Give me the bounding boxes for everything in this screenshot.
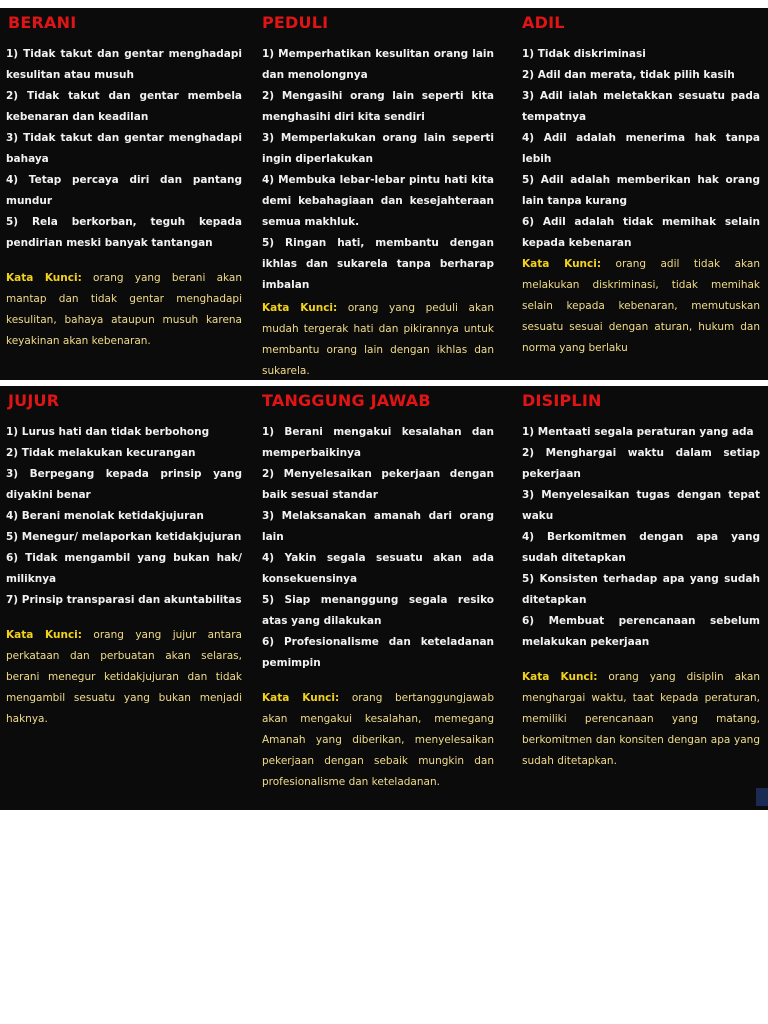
section-peduli [262,8,494,380]
keyword-text: orang yang jujur antara perkataan dan perbuatan akan selaras, berani menegur ketidakjujuran dan tidak mengambil sesuatu yang bukan menjadi haknya. [6,629,242,725]
section-title: BERANI [8,13,77,32]
list-item: 1) Memperhatikan kesulitan orang lain dan menolongnya [262,48,494,81]
keyword-text: orang yang peduli akan mudah tergerak hati dan pikirannya untuk membantu orang lain dengan ikhlas dan sukarela. [262,302,494,377]
list-item: 5) Konsisten terhadap apa yang sudah ditetapkan [522,573,760,606]
values-panel-bottom [0,386,768,810]
keyword-paragraph [262,688,494,793]
keyword-label: Kata Kunci: [522,671,598,683]
item-list [262,422,494,674]
list-item: 2) Menyelesaikan pekerjaan dengan baik sesuai standar [262,468,494,501]
list-item: 4) Membuka lebar-lebar pintu hati kita demi kebahagiaan dan kesejahteraan semua makhluk. [262,174,494,228]
corner-mark [756,788,768,806]
list-item: 2) Tidak takut dan gentar membela kebenaran dan keadilan [6,90,242,123]
keyword-label: Kata Kunci: [522,258,602,270]
item-list [6,422,242,611]
section-berani [6,8,242,380]
section-jujur [6,386,242,810]
list-item: 3) Memperlakukan orang lain seperti ingin diperlakukan [262,132,494,165]
keyword-paragraph [6,625,242,730]
list-item: 5) Rela berkorban, teguh kepada pendirian meski banyak tantangan [6,216,242,249]
section-title: JUJUR [8,391,60,410]
list-item: 2) Menghargai waktu dalam setiap pekerjaan [522,447,760,480]
list-item: 4) Berkomitmen dengan apa yang sudah ditetapkan [522,531,760,564]
list-item: 3) Adil ialah meletakkan sesuatu pada tempatnya [522,90,760,123]
list-item: 5) Menegur/ melaporkan ketidakjujuran [6,531,242,543]
list-item: 1) Tidak diskriminasi [522,48,646,60]
list-item: 5) Ringan hati, membantu dengan ikhlas dan sukarela tanpa berharap imbalan [262,237,494,291]
list-item: 6) Tidak mengambil yang bukan hak/ miliknya [6,552,242,585]
list-item: 1) Tidak takut dan gentar menghadapi kesulitan atau musuh [6,48,242,81]
list-item: 4) Adil adalah menerima hak tanpa lebih [522,132,760,165]
list-item: 6) Profesionalisme dan keteladanan pemimpin [262,636,494,669]
item-list [522,422,760,653]
list-item: 6) Adil adalah tidak memihak selain kepada kebenaran [522,216,760,249]
keyword-label: Kata Kunci: [6,629,82,641]
list-item: 7) Prinsip transparasi dan akuntabilitas [6,594,242,606]
list-item: 3) Melaksanakan amanah dari orang lain [262,510,494,543]
list-item: 2) Mengasihi orang lain seperti kita menghasihi diri kita sendiri [262,90,494,123]
keyword-label: Kata Kunci: [262,692,340,704]
keyword-text: orang adil tidak akan melakukan diskriminasi, tidak memihak selain kepada kebenaran, memutuskan sesuatu sesuai dengan aturan, hukum dan norma yang berlaku [522,258,761,354]
values-panel-top [0,8,768,380]
list-item: 3) Berpegang kepada prinsip yang diyakini benar [6,468,242,501]
list-item: 3) Menyelesaikan tugas dengan tepat waku [522,489,760,522]
list-item: 4) Tetap percaya diri dan pantang mundur [6,174,242,207]
keyword-text: orang yang berani akan mantap dan tidak gentar menghadapi kesulitan, bahaya ataupun musuh karena keyakinan akan kebenaran. [6,272,242,347]
item-list [6,44,242,254]
keyword-paragraph [522,667,760,772]
keyword-paragraph [522,254,760,359]
section-title: DISIPLIN [522,391,602,410]
keyword-paragraph [6,268,242,352]
item-list [262,44,494,296]
keyword-text: orang yang disiplin akan menghargai waktu, taat kepada peraturan, memiliki perencanaan yang matang, berkomitmen dan konsiten dengan apa yang sudah ditetapkan. [522,671,760,767]
list-item: 4) Berani menolak ketidakjujuran [6,510,204,522]
section-tanggung-jawab [262,386,494,810]
section-disiplin [522,386,760,810]
list-item: 5) Adil adalah memberikan hak orang lain tanpa kurang [522,174,760,207]
list-item: 2) Adil dan merata, tidak pilih kasih [522,69,735,81]
list-item: 1) Berani mengakui kesalahan dan memperbaikinya [262,426,494,459]
keyword-paragraph [262,298,494,380]
list-item: 4) Yakin segala sesuatu akan ada konsekuensinya [262,552,494,585]
list-item: 2) Tidak melakukan kecurangan [6,447,196,459]
list-item: 3) Tidak takut dan gentar menghadapi bahaya [6,132,242,165]
keyword-label: Kata Kunci: [262,302,338,314]
keyword-text: orang bertanggungjawab akan mengakui kesalahan, memegang Amanah yang diberikan, menyelesaikan pekerjaan dengan sebaik mungkin dan profesionalisme dan keteladanan. [262,692,494,788]
section-adil [522,8,760,380]
item-list [522,44,760,254]
section-title: PEDULI [262,13,329,32]
list-item: 5) Siap menanggung segala resiko atas yang dilakukan [262,594,494,627]
list-item: 1) Mentaati segala peraturan yang ada [522,426,754,438]
list-item: 1) Lurus hati dan tidak berbohong [6,426,210,438]
keyword-label: Kata Kunci: [6,272,82,284]
list-item: 6) Membuat perencanaan sebelum melakukan pekerjaan [522,615,760,648]
section-title: TANGGUNG JAWAB [262,391,431,410]
section-title: ADIL [522,13,565,32]
